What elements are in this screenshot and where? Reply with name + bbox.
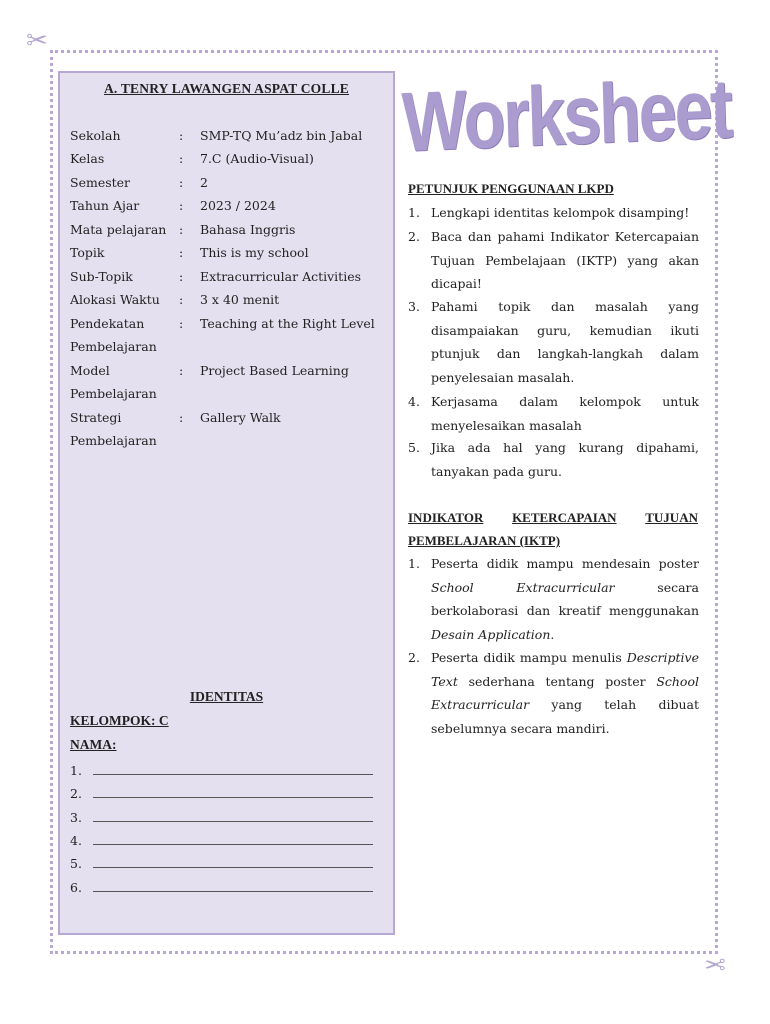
nama-label: NAMA: xyxy=(70,737,117,752)
info-colon: : xyxy=(179,222,184,237)
info-colon: : xyxy=(179,363,184,378)
item-number: 5. xyxy=(408,440,420,455)
info-colon: : xyxy=(179,410,184,425)
info-label: Sekolah xyxy=(70,128,121,143)
blank-line xyxy=(93,891,373,892)
petunjuk-item xyxy=(408,295,699,389)
info-row-pendekatan xyxy=(70,312,390,354)
info-colon: : xyxy=(179,245,184,260)
info-row-model xyxy=(70,359,390,401)
blank-line xyxy=(93,867,373,868)
item-number: 4. xyxy=(408,394,420,409)
info-value: Extracurricular Activities xyxy=(200,269,362,284)
info-row-tahun-ajar xyxy=(70,194,390,217)
info-label: Tahun Ajar xyxy=(70,198,140,213)
item-text: Jika ada hal yang kurang dipahami, tanyakan pada guru. xyxy=(431,440,699,479)
name-entry-line[interactable] xyxy=(70,829,380,852)
info-label: Kelas xyxy=(70,151,105,166)
info-label: Model xyxy=(70,363,110,378)
name-entry-line[interactable] xyxy=(70,806,380,829)
name-number: 1. xyxy=(70,763,82,778)
info-colon: : xyxy=(179,269,184,284)
info-colon: : xyxy=(179,292,184,307)
name-number: 6. xyxy=(70,880,82,895)
kelompok-label: KELOMPOK: C xyxy=(70,713,169,728)
info-row-topik xyxy=(70,241,390,264)
blank-line xyxy=(93,821,373,822)
name-number: 4. xyxy=(70,833,82,848)
item-number: 2. xyxy=(408,650,420,665)
info-row-mata-pelajaran xyxy=(70,218,390,241)
name-entry-line[interactable] xyxy=(70,782,380,805)
info-value: Bahasa Inggris xyxy=(200,222,296,237)
student-name: A. TENRY LAWANGEN ASPAT COLLE xyxy=(103,81,349,96)
iktp-item xyxy=(408,552,699,646)
info-label: Sub-Topik xyxy=(70,269,133,284)
petunjuk-item xyxy=(408,225,699,296)
info-row-sekolah xyxy=(70,124,390,147)
info-label-continued: Pembelajaran xyxy=(70,339,157,354)
info-row-sub-topik xyxy=(70,265,390,288)
item-number: 1. xyxy=(408,556,420,571)
name-entry-line[interactable] xyxy=(70,876,380,899)
info-value: 2 xyxy=(200,175,208,190)
scissors-icon: ✂ xyxy=(704,948,726,978)
info-colon: : xyxy=(179,175,184,190)
iktp-item xyxy=(408,646,699,740)
petunjuk-item xyxy=(408,201,699,225)
blank-line xyxy=(93,844,373,845)
info-label-continued: Pembelajaran xyxy=(70,386,157,401)
info-row-strategi xyxy=(70,406,390,448)
info-label-continued: Pembelajaran xyxy=(70,433,157,448)
info-value: SMP-TQ Mu’adz bin Jabal xyxy=(200,128,363,143)
info-label: Strategi xyxy=(70,410,122,425)
info-colon: : xyxy=(179,151,184,166)
info-label: Semester xyxy=(70,175,131,190)
info-colon: : xyxy=(179,128,184,143)
info-row-kelas xyxy=(70,147,390,170)
scissors-icon: ✂ xyxy=(26,26,48,56)
info-value: Teaching at the Right Level xyxy=(200,316,375,331)
info-value: Project Based Learning xyxy=(200,363,349,378)
info-value: This is my school xyxy=(200,245,309,260)
info-value: 7.C (Audio-Visual) xyxy=(200,151,314,166)
info-label: Mata pelajaran xyxy=(70,222,167,237)
iktp-title-line2: PEMBELAJARAN (IKTP) xyxy=(408,533,561,548)
item-text: Peserta didik mampu mendesain poster School Extracurricular secara berkolaborasi dan kreatif menggunakan Desain Application. xyxy=(431,556,699,642)
info-row-alokasi-waktu xyxy=(70,288,390,311)
blank-line xyxy=(93,774,373,775)
name-number: 5. xyxy=(70,856,82,871)
petunjuk-item xyxy=(408,436,699,483)
name-entry-line[interactable] xyxy=(70,759,380,782)
item-text: Kerjasama dalam kelompok untuk menyelesaikan masalah xyxy=(431,394,699,433)
info-colon: : xyxy=(179,316,184,331)
iktp-title-word: INDIKATOR xyxy=(408,510,484,525)
item-text: Peserta didik mampu menulis Descriptive Text sederhana tentang poster School Extracurricular yang telah dibuat sebelumnya secara mandiri. xyxy=(431,650,699,736)
info-colon: : xyxy=(179,198,184,213)
iktp-title-word: TUJUAN xyxy=(645,510,698,525)
info-label: Alokasi Waktu xyxy=(70,292,160,307)
info-value: 3 x 40 menit xyxy=(200,292,280,307)
item-text: Baca dan pahami Indikator Ketercapaian Tujuan Pembelajaan (IKTP) yang akan dicapai! xyxy=(431,229,699,291)
info-value: 2023 / 2024 xyxy=(200,198,276,213)
blank-line xyxy=(93,797,373,798)
identitas-title: IDENTITAS xyxy=(189,689,264,704)
item-number: 1. xyxy=(408,205,420,220)
petunjuk-title: PETUNJUK PENGGUNAAN LKPD xyxy=(408,181,614,196)
item-text: Lengkapi identitas kelompok disamping! xyxy=(431,205,690,220)
item-number: 2. xyxy=(408,229,420,244)
item-text: Pahami topik dan masalah yang disampaiakan guru, kemudian ikuti ptunjuk dan langkah-langkah dalam penyelesaian masalah. xyxy=(431,299,699,385)
info-value: Gallery Walk xyxy=(200,410,281,425)
iktp-title-line1 xyxy=(408,506,698,529)
worksheet-title: Worksheet xyxy=(400,61,732,169)
item-number: 3. xyxy=(408,299,420,314)
identity-panel xyxy=(58,71,395,935)
petunjuk-item xyxy=(408,390,699,437)
info-label: Topik xyxy=(70,245,105,260)
iktp-title-word: KETERCAPAIAN xyxy=(512,510,617,525)
info-row-semester xyxy=(70,171,390,194)
info-label: Pendekatan xyxy=(70,316,145,331)
name-entry-line[interactable] xyxy=(70,852,380,875)
name-number: 2. xyxy=(70,786,82,801)
name-number: 3. xyxy=(70,810,82,825)
